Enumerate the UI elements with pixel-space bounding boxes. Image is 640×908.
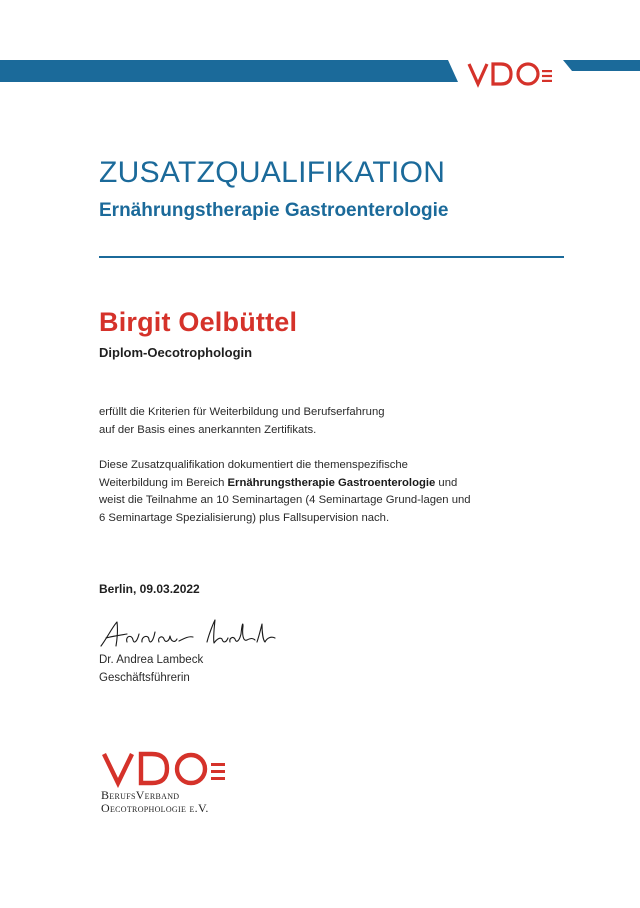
signer-role: Geschäftsführerin xyxy=(99,672,190,684)
certificate-title: ZUSATZQUALIFIKATION xyxy=(99,156,446,189)
description-paragraph xyxy=(99,457,479,527)
organization-name-line-2: Oecotrophologie e.V. xyxy=(101,801,209,815)
signature xyxy=(97,612,277,654)
description-text-a: Diese Zusatzqualifikation dokumentiert die themenspezifische Weiterbildung im Bereich xyxy=(99,459,408,489)
organization-name-line-1: BerufsVerband xyxy=(101,788,180,802)
signer-block xyxy=(99,651,203,687)
criteria-line-1: erfüllt die Kriterien für Weiterbildung und Berufserfahrung xyxy=(99,406,385,418)
vdoe-logo-icon xyxy=(466,58,562,88)
certificate-subtitle: Ernährungstherapie Gastroenterologie xyxy=(99,200,449,221)
divider xyxy=(99,256,564,258)
recipient-title: Diplom-Oecotrophologin xyxy=(99,345,253,360)
criteria-paragraph xyxy=(99,404,459,439)
criteria-line-2: auf der Basis eines anerkannten Zertifikats. xyxy=(99,423,317,436)
description-highlight: Ernährungstherapie Gastroenterologie xyxy=(227,476,436,489)
recipient-name: Birgit Oelbüttel xyxy=(99,307,298,337)
vdoe-footer-logo-icon xyxy=(99,748,239,788)
place-date: Berlin, 09.03.2022 xyxy=(99,582,200,596)
description-text-b: und weist die Teilnahme an 10 Seminartagen (4 Seminartage Grund-lagen und 6 Seminartage Spezialisierung) plus Fallsupervision nach. xyxy=(99,476,471,524)
signer-name: Dr. Andrea Lambeck xyxy=(99,654,204,666)
organization-name xyxy=(101,789,209,815)
